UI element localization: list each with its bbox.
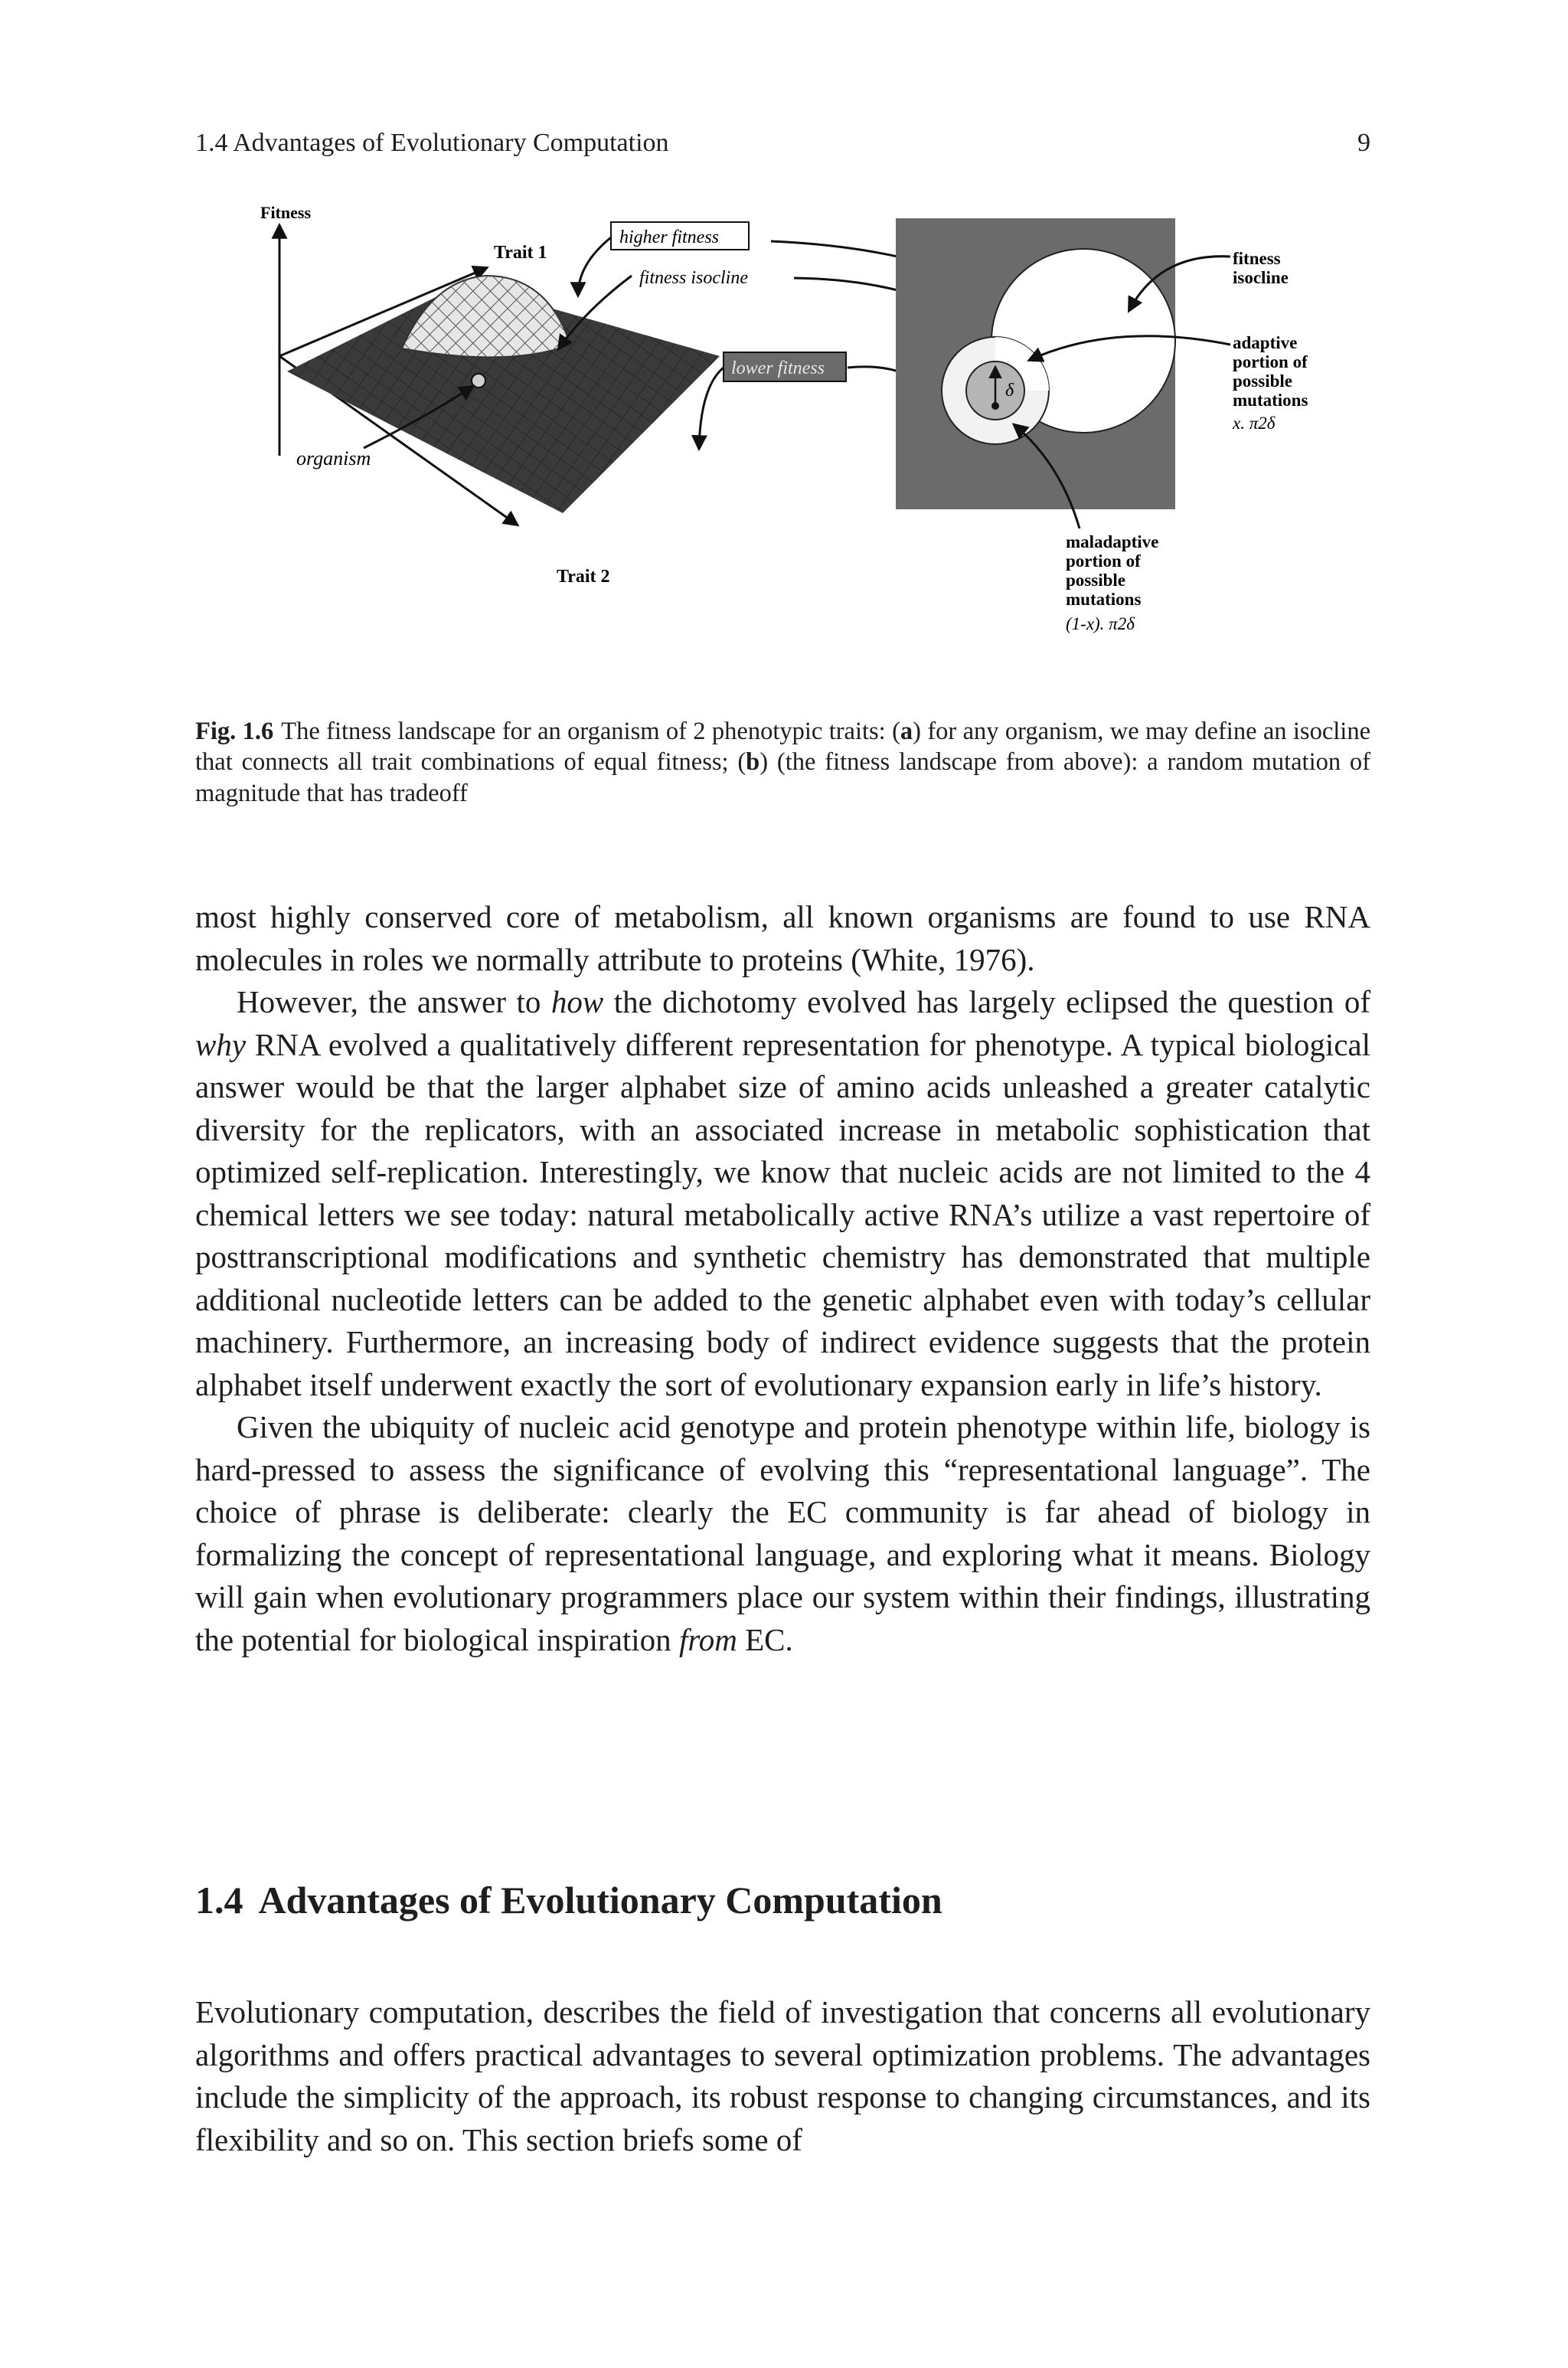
- paragraph-2: [195, 981, 1370, 1406]
- section-number: 1.4: [195, 1879, 243, 1922]
- lower-fitness-label: lower fitness: [731, 358, 825, 378]
- p3-part-b: EC.: [737, 1621, 793, 1657]
- caption-text-1: The fitness landscape for an organism of 2 phenotypic traits: (: [281, 717, 900, 745]
- section-paragraph: Evolutionary computation, describes the field of investigation that concerns all evolutionary algorithms and offers practical advantages to several optimization problems. The advantages include the simplicity of the approach, its robust response to changing circumstances, and its flexibility and so on. This section briefs some of: [195, 1994, 1370, 2157]
- caption-b: b: [746, 748, 760, 777]
- adaptive-label-3: possible: [1233, 371, 1292, 391]
- p2-part-a: However, the answer to: [237, 984, 551, 1019]
- caption-text-3: ) (the fitness landscape from above): a random mutation of magnitude that has tradeoff: [195, 748, 1370, 807]
- p3-from: from: [678, 1621, 737, 1657]
- trait2-label: Trait 2: [557, 567, 610, 587]
- higher-fitness-label: higher fitness: [619, 227, 719, 247]
- maladaptive-formula: (1-x). π2δ: [1066, 614, 1135, 633]
- right-isocline-label-2: isocline: [1233, 268, 1289, 287]
- caption-label: Fig. 1.6: [195, 717, 274, 745]
- paragraph-3: [195, 1406, 1370, 1661]
- maladaptive-label-4: mutations: [1066, 590, 1142, 609]
- p2-why: why: [195, 1026, 247, 1062]
- fitness-landscape-figure: [256, 195, 1313, 678]
- organism-label: organism: [296, 447, 371, 469]
- caption-a: a: [900, 717, 913, 745]
- paragraph-1: most highly conserved core of metabolism, all known organisms are found to use RNA molecules in roles we normally attribute to proteins (White, 1976).: [195, 899, 1370, 977]
- figure-caption: [195, 716, 1370, 810]
- section-title: Advantages of Evolutionary Computation: [258, 1879, 942, 1922]
- running-head-section: 1.4 Advantages of Evolutionary Computation: [195, 129, 669, 157]
- adaptive-label-1: adaptive: [1233, 333, 1298, 352]
- p2-how: how: [550, 984, 604, 1019]
- organism-dot: [991, 402, 999, 410]
- section-heading: [195, 1878, 942, 1922]
- page-number: 9: [1357, 129, 1370, 157]
- maladaptive-label-3: possible: [1066, 571, 1125, 590]
- p2-part-b: the dichotomy evolved has largely eclipsed the question of: [603, 984, 1371, 1019]
- fitness-axis-label: Fitness: [260, 203, 311, 222]
- fitness-landscape-svg: [256, 195, 1313, 678]
- body-text: [195, 896, 1370, 1661]
- p2-part-c: RNA evolved a qualitatively different representation for phenotype. A typical biological answer would be that the larger alphabet size of amino acids unleashed a greater catalytic diversity for the replicators, with an associated increase in metabolic sophistication that optimized self-replication. Interestingly, we know that nucleic acids are not limited to the 4 chemical letters we see today: natural metabolically active RNA’s utilize a vast repertoire of posttranscriptional modifications and synthetic chemistry has demonstrated that multiple additional nucleotide letters can be added to the genetic alphabet even with today’s cellular machinery. Furthermore, an increasing body of indirect evidence suggests that the protein alphabet itself underwent exactly the sort of evolutionary expansion early in life’s history.: [195, 1026, 1370, 1402]
- maladaptive-label-1: maladaptive: [1066, 532, 1159, 551]
- caption-text-2: ) for any organism, we may define an isocline that connects all trait combinations of equal fitness; (: [195, 717, 1370, 777]
- right-isocline-label-1: fitness: [1233, 249, 1281, 268]
- fitness-isocline-label: fitness isocline: [639, 268, 748, 288]
- maladaptive-label-2: portion of: [1066, 551, 1141, 571]
- adaptive-label-4: mutations: [1233, 391, 1308, 410]
- top-view-panel: [896, 218, 1308, 633]
- trait1-label: Trait 1: [494, 243, 547, 263]
- section-body: [195, 1991, 1370, 2161]
- running-head: [195, 129, 1370, 158]
- lower-fitness-arrow: [699, 368, 724, 448]
- adaptive-label-2: portion of: [1233, 352, 1308, 371]
- adaptive-formula: x. π2δ: [1233, 414, 1276, 433]
- organism-marker: [472, 374, 485, 388]
- delta-label: δ: [1005, 381, 1014, 401]
- p3-part-a: Given the ubiquity of nucleic acid genotype and protein phenotype within life, biology is hard-pressed to assess the significance of evolving this “representational language”. The choice of phrase is deliberate: clearly the EC community is far ahead of biology in formalizing the concept of representational language, and exploring what it means. Biology will gain when evolutionary programmers place our system within their findings, illustrating the potential for biological inspiration: [195, 1409, 1370, 1657]
- higher-fitness-arrow: [578, 237, 611, 295]
